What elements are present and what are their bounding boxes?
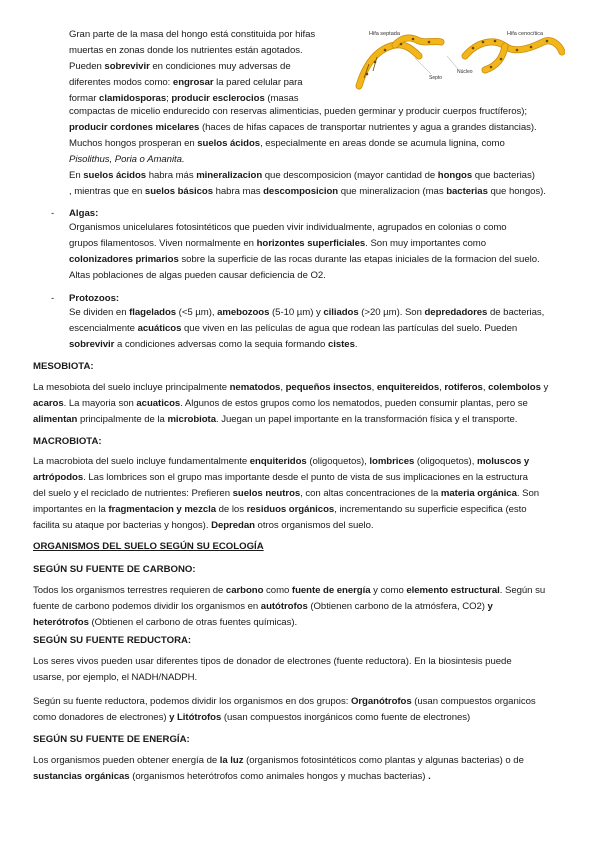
energia-line-1: Los organismos pueden obtener energía de la luz (organismos fotosintéticos como plantas y algunas bacterias) o de [33,755,524,766]
hongos-line-10: En suelos ácidos habra más mineralizacion que descomposicion (mayor cantidad de hongos que bacterias) [69,170,535,181]
hongos-line-8: Muchos hongos prosperan en suelos ácidos, especialmente en areas donde se acumula lignina, como [69,138,505,149]
macrobiota-title: MACROBIOTA: [33,436,102,447]
algas-line-2: grupos filamentosos. Viven normalmente en horizontes superficiales. Son muy importantes como [69,238,487,249]
hongos-line-6: compactas de micelio endurecido con reservas alimenticias, pueden germinar y producir cuerpos fructíferos); [69,106,528,117]
protozoos-title: Protozoos: [69,293,120,304]
carbono-line-3: heterótrofos (Obtienen el carbono de otras fuentes químicas). [33,617,298,628]
ecologia-title: ORGANISMOS DEL SUELO SEGÚN SU ECOLOGÍA [33,541,264,552]
mesobiota-title: MESOBIOTA: [33,361,94,372]
mesobiota-line-3: alimentan principalmente de la microbiota. Juegan un papel importante en la transformación física y el transporte. [33,414,518,425]
macrobiota-line-2: artrópodos. Las lombrices son el grupo mas importante desde el punto de vista de sus implicaciones en la estructura [33,472,528,483]
energia-line-2: sustancias orgánicas (organismos heterótrofos como animales hongos y muchas bacterias) . [33,771,431,782]
reductora-line-4: como donadores de electrones) y Litótrofos (usan compuestos inorgánicos como fuente de electrones) [33,712,471,723]
carbono-line-2: fuente de carbono podemos dividir los organismos en autótrofos (Obtienen carbono de la atmósfera, CO2) y [33,601,493,612]
hongos-line-2: muertas en zonas donde los nutrientes están agotados. [69,45,303,56]
coenocytic-branch [485,46,505,70]
energia-title: SEGÚN SU FUENTE DE ENERGÍA: [33,734,190,745]
label-hifa-cenocitica: Hifa cenocítica [507,31,544,37]
hongos-line-5: formar clamidosporas; producir esclerocios (masas [69,93,299,104]
protozoos-line-2: escencialmente acuáticos que viven en las películas de agua que rodean las partículas del suelo. Pueden [69,323,518,334]
macrobiota-line-5: facilita su ataque por bacterias y hongos). Depredan otros organismos del suelo. [33,520,374,531]
hongos-line-11: , mientras que en suelos básicos habra mas descomposicion que mineralizacion (mas bacterias que hongos). [69,186,546,197]
algas-title: Algas: [69,208,99,219]
hongos-line-1: Gran parte de la masa del hongo está constituida por hifas [69,29,316,40]
algas-line-3: colonizadores primarios sobre la superficie de las rocas durante las etapas iniciales de la formacion del suelo. [69,254,540,265]
label-hifa-septada: Hifa septada [369,31,400,37]
macrobiota-line-3: del suelo y el reciclado de nutrientes: Prefieren suelos neutros, con altas concentraciones de la materia orgánica. Son [33,488,540,499]
macrobiota-line-4: importantes en la fragmentacion y mezcla de los residuos orgánicos, incrementando su superficie especifica (esto [33,504,527,515]
hongos-line-4: diferentes modos como: engrosar la pared celular para [69,77,303,88]
hongos-line-9: Pisolithus, Poria o Amanita. [69,154,185,165]
hongos-line-7: producir cordones micelares (haces de hifas capaces de transportar nutrientes y agua a grandes distancias). [69,122,537,133]
label-septo: Septo [429,75,443,81]
septate-hypha [359,45,419,86]
protozoos-line-3: sobrevivir a condiciones adversas como la sequia formando cistes. [69,339,358,350]
algas-bullet: - [51,208,55,219]
algas-line-4: Altas poblaciones de algas pueden causar deficiencia de O2. [69,270,326,281]
reductora-line-1: Los seres vivos pueden usar diferentes tipos de donador de electrones (fuente reductora). En la biosintesis puede [33,656,512,667]
hypha-diagram [355,26,565,94]
carbono-title: SEGÚN SU FUENTE DE CARBONO: [33,564,196,575]
hongos-line-3: Pueden sobrevivir en condiciones muy adversas de [69,61,291,72]
reductora-title: SEGÚN SU FUENTE REDUCTORA: [33,635,192,646]
mesobiota-line-1: La mesobiota del suelo incluye principalmente nematodos, pequeños insectos, enquitereidos, rotiferos, colembolos y [33,382,549,393]
protozoos-bullet: - [51,293,55,304]
protozoos-line-1: Se dividen en flagelados (<5 µm), amebozoos (5-10 µm) y ciliados (>20 µm). Son depredadores de bacterias, [69,307,545,318]
mesobiota-line-2: acaros. La mayoria son acuaticos. Algunos de estos grupos como los nematodos, pueden consumir plantas, pero se [33,398,528,409]
carbono-line-1: Todos los organismos terrestres requieren de carbono como fuente de energía y como elemento estructural. Según su [33,585,546,596]
label-nucleo: Núcleo [457,69,473,75]
reductora-line-3: Según su fuente reductora, podemos dividir los organismos en dos grupos: Organótrofos (usan compuestos organicos [33,696,536,707]
algas-line-1: Organismos unicelulares fotosintéticos que pueden vivir individualmente, agrupados en colonias o como [69,222,507,233]
reductora-line-2: usarse, por ejemplo, el NADH/NADPH. [33,672,198,683]
macrobiota-line-1: La macrobiota del suelo incluye fundamentalmente enquiteridos (oligoquetos), lombrices (oligoquetos), moluscos y [33,456,530,467]
